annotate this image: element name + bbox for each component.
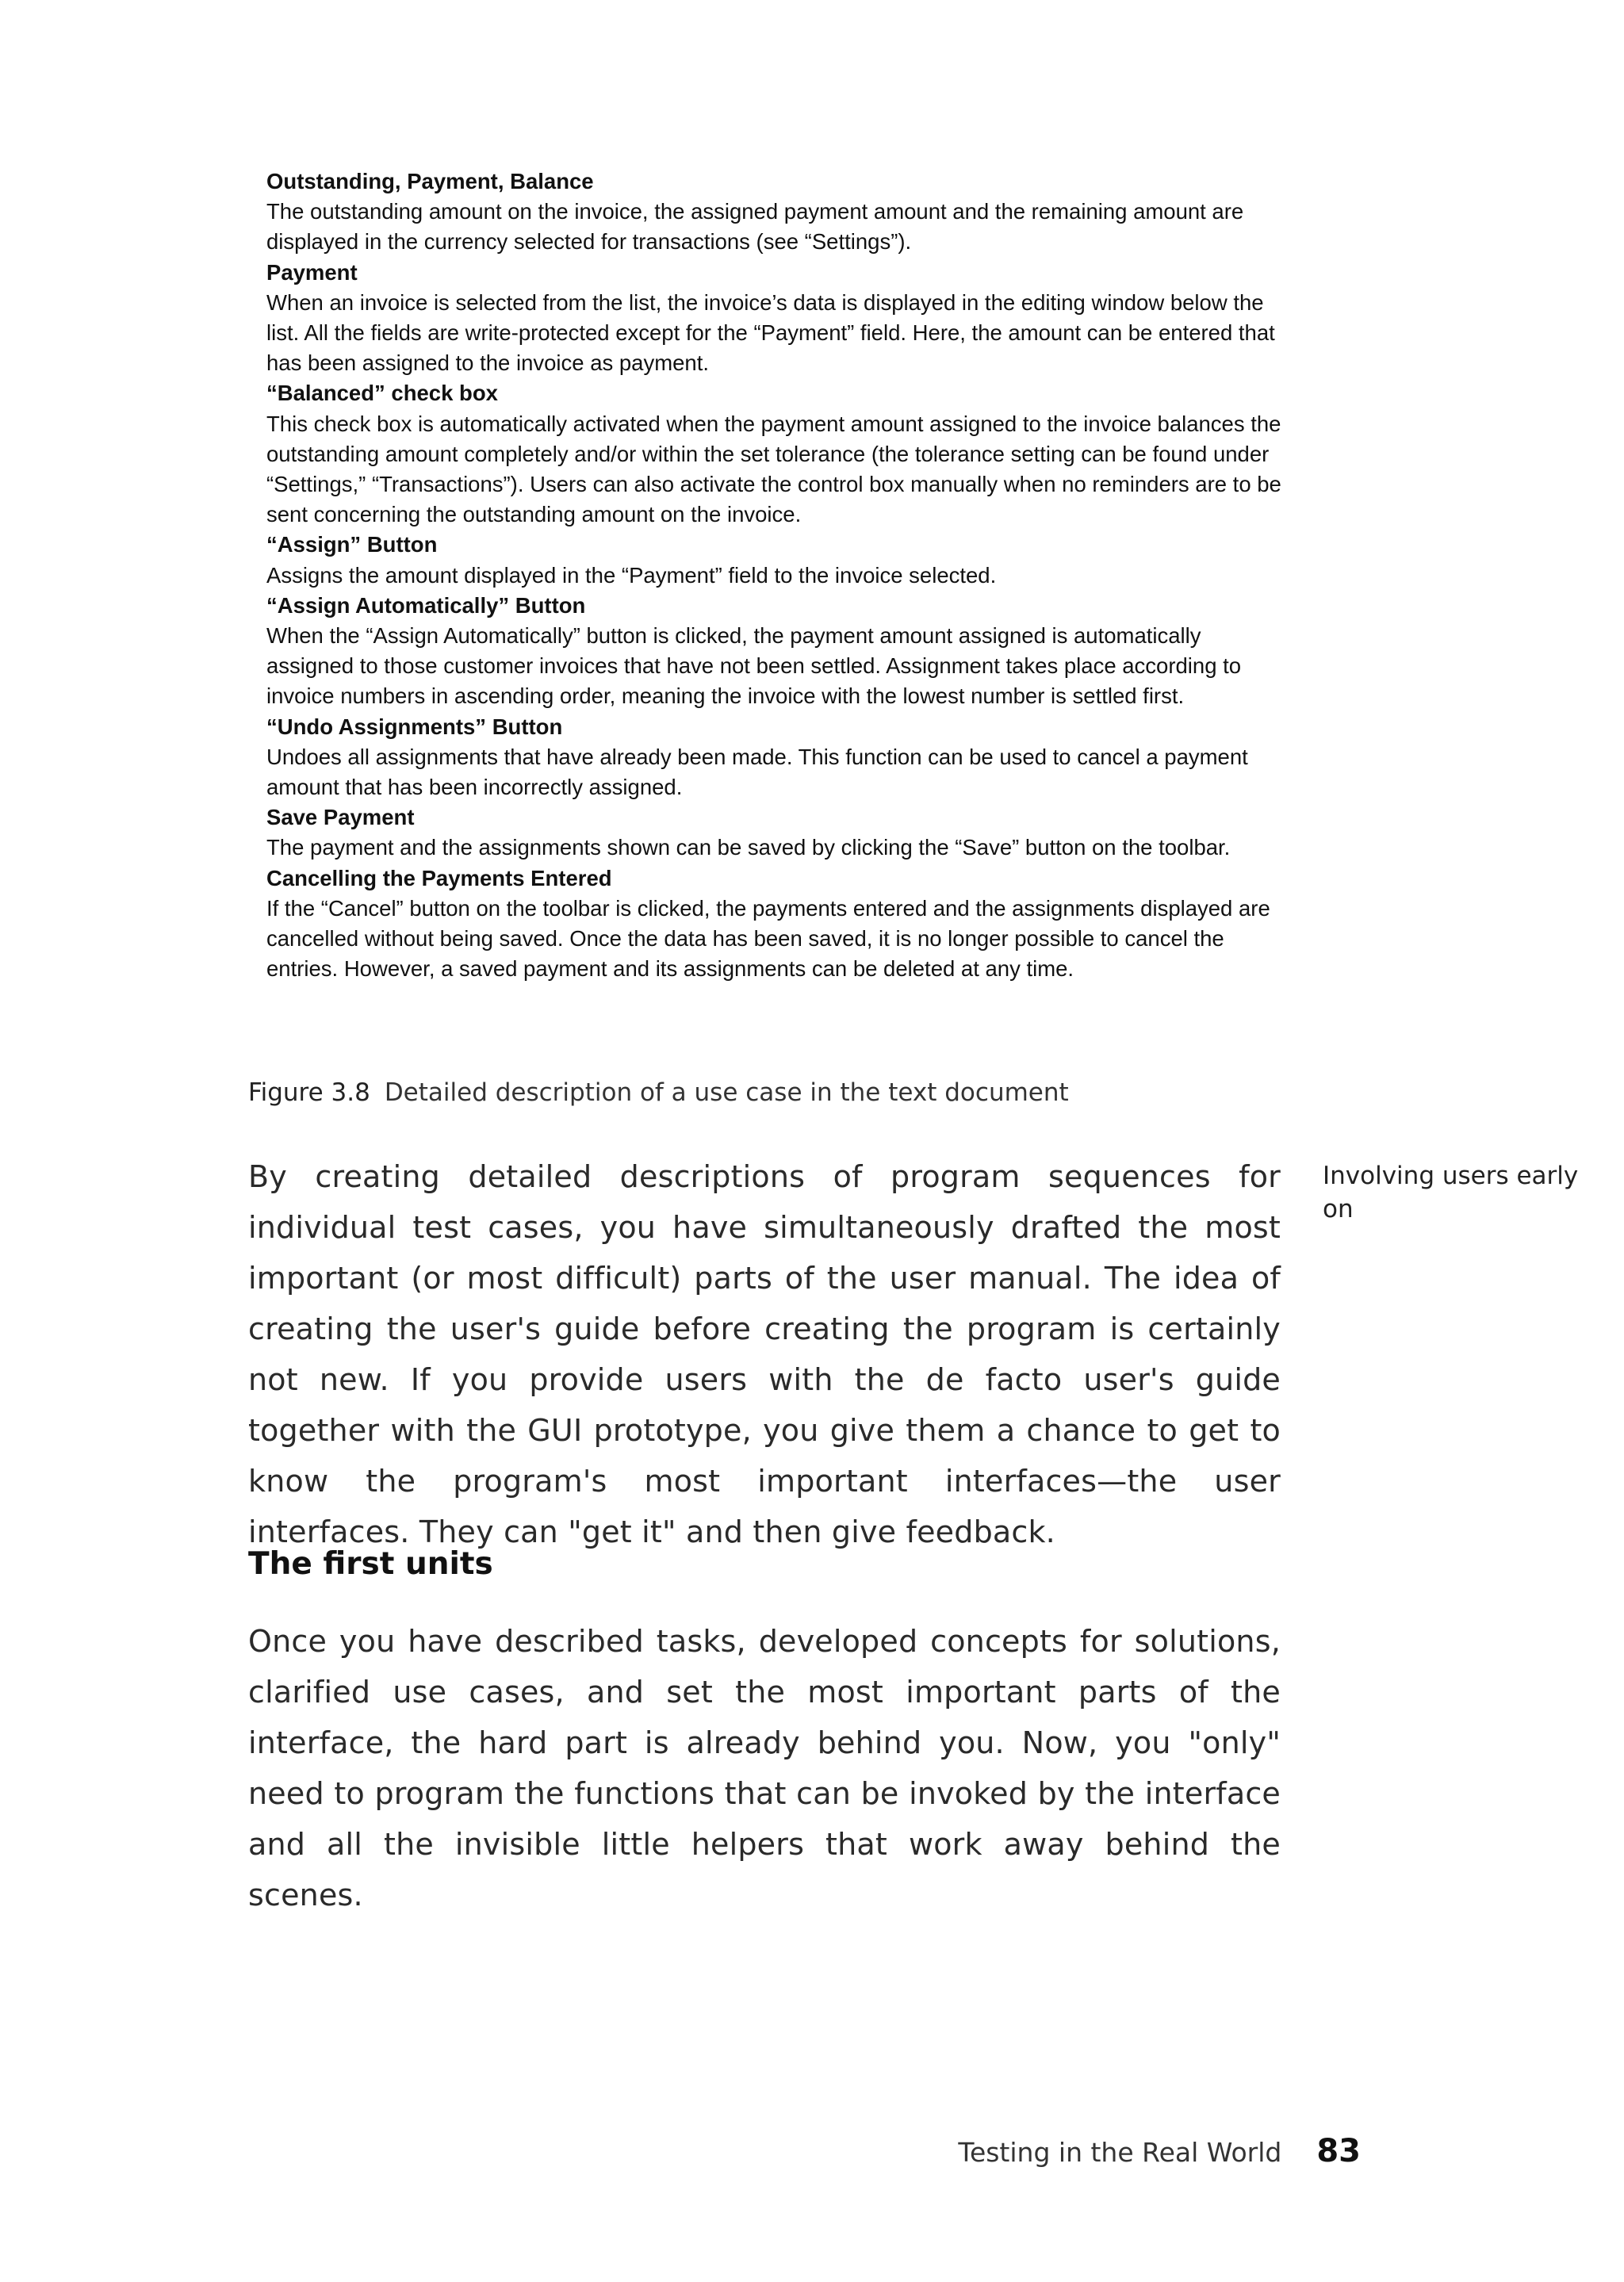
figure-text: When an invoice is selected from the list, the invoice’s data is displayed in the editing window below the list. All the fields are write-protected except for the “Payment” field. Here, the amount can be entered that has been assigned to the invoice as payment. bbox=[266, 289, 1275, 376]
figure-label: Figure 3.8 bbox=[248, 1078, 370, 1107]
figure-heading: “Assign Automatically” Button bbox=[266, 592, 586, 618]
figure-text: When the “Assign Automatically” button is clicked, the payment amount assigned is automatically assigned to those customer invoices that have not been settled. Assignment takes place according to invoice numbers in ascending order, meaning the invoice with the lowest number is settled first. bbox=[266, 623, 1242, 709]
figure-text: The outstanding amount on the invoice, the assigned payment amount and the remaining amount are displayed in the currency selected for transactions (see “Settings”). bbox=[266, 199, 1244, 255]
figure-caption bbox=[248, 1078, 1069, 1107]
figure-use-case-description bbox=[266, 167, 1289, 984]
figure-heading: Save Payment bbox=[266, 805, 415, 830]
figure-text: Undoes all assignments that have already been made. This function can be used to cancel a payment amount that has been incorrectly assigned. bbox=[266, 744, 1248, 800]
body-paragraph-1: By creating detailed descriptions of program sequences for individual test cases, you have simultaneously drafted the most important (or most difficult) parts of the user manual. The idea of creating the user's guide before creating the program is certainly not new. If you provide users with the de facto user's guide together with the GUI prototype, you give them a chance to get to know the program's most important interfaces—the user interfaces. They can "get it" and then give feedback. bbox=[248, 1159, 1281, 1549]
margin-note: Involving users early on bbox=[1323, 1162, 1579, 1223]
section-heading: The first units bbox=[248, 1546, 493, 1582]
figure-text: Assigns the amount displayed in the “Payment” field to the invoice selected. bbox=[266, 562, 997, 588]
running-title: Testing in the Real World bbox=[958, 2137, 1282, 2168]
figure-heading: “Balanced” check box bbox=[266, 381, 498, 406]
figure-heading: Cancelling the Payments Entered bbox=[266, 865, 612, 890]
figure-heading: “Undo Assignments” Button bbox=[266, 714, 563, 739]
page-number: 83 bbox=[1316, 2133, 1361, 2169]
figure-caption-text: Detailed description of a use case in the text document bbox=[384, 1078, 1069, 1107]
figure-heading: “Assign” Button bbox=[266, 532, 438, 557]
page-footer bbox=[958, 2133, 1361, 2169]
figure-heading: Payment bbox=[266, 259, 358, 285]
figure-text: If the “Cancel” button on the toolbar is clicked, the payments entered and the assignments displayed are cancelled without being saved. Once the data has been saved, it is no longer possible to cancel the entries. However, a saved payment and its assignments can be deleted at any time. bbox=[266, 895, 1270, 982]
figure-heading: Outstanding, Payment, Balance bbox=[266, 169, 594, 193]
body-paragraph-2: Once you have described tasks, developed concepts for solutions, clarified use cases, and set the most important parts of the interface, the hard part is already behind you. Now, you "only" need to program the functions that can be invoked by the interface and all the invisible little helpers that work away behind the scenes. bbox=[248, 1624, 1281, 1913]
figure-text: The payment and the assignments shown can be saved by clicking the “Save” button on the toolbar. bbox=[266, 835, 1231, 860]
figure-text: This check box is automatically activated when the payment amount assigned to the invoice balances the outstanding amount completely and/or within the set tolerance (the tolerance setting can be found under “Settings,” “Transactions”). Users can also activate the control box manually when no reminders are to be sent concerning the outstanding amount on the invoice. bbox=[266, 411, 1281, 527]
